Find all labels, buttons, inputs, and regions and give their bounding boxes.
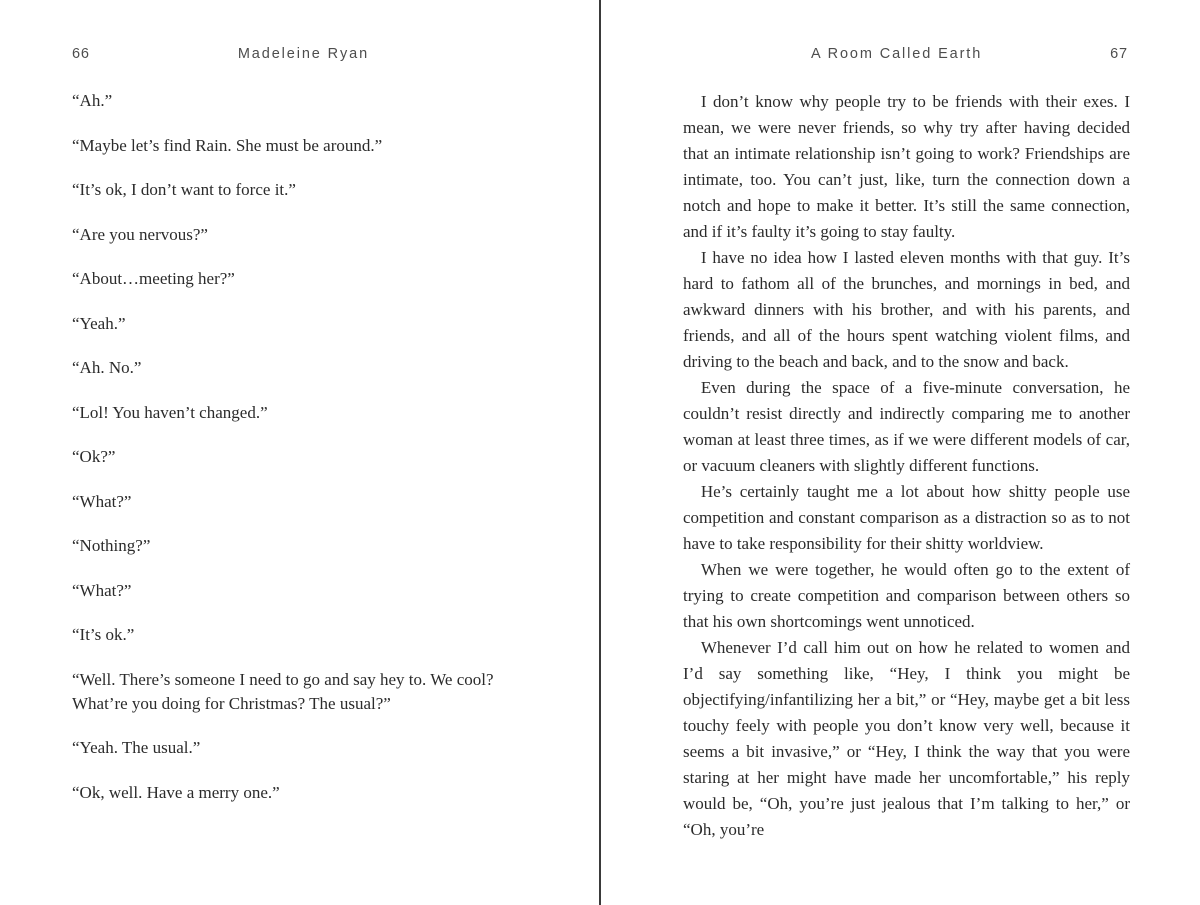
left-page-header xyxy=(72,46,517,62)
right-page-text-block xyxy=(683,89,1130,843)
dialogue-line: “Nothing?” xyxy=(72,536,151,555)
left-running-head: Madeleine Ryan xyxy=(237,46,370,62)
left-page xyxy=(0,0,599,905)
prose-paragraph: I have no idea how I lasted eleven months with that guy. It’s hard to fathom all of the brunches, and mornings in bed, and awkward dinners with his brother, and with his parents, and friends, and all of the hours spent watching violent films, and driving to the beach and back, and to the snow and back. xyxy=(683,248,1130,371)
right-page-header xyxy=(683,46,1128,62)
left-page-number: 66 xyxy=(72,46,90,62)
dialogue-line: “Yeah. The usual.” xyxy=(72,738,201,757)
dialogue-line: “It’s ok.” xyxy=(72,625,135,644)
dialogue-line: “Ok, well. Have a merry one.” xyxy=(72,782,280,802)
dialogue-line: “Yeah.” xyxy=(72,313,126,333)
left-page-text-block xyxy=(72,89,519,825)
prose-paragraph: When we were together, he would often go to the extent of trying to create competition and comparison between others so that his own shortcomings went unnoticed. xyxy=(683,560,1130,631)
dialogue-line: “Lol! You haven’t changed.” xyxy=(72,402,268,422)
dialogue-line: “Well. There’s someone I need to go and say hey to. We cool? What’re you doing for Christmas? The usual?” xyxy=(72,669,494,713)
dialogue-line: “Are you nervous?” xyxy=(72,224,208,244)
prose-paragraph: I don’t know why people try to be friends with their exes. I mean, we were never friends, so why try after having decided that an intimate relationship isn’t going to work? Friendships are intimate, too. You can’t just, like, turn the connection down a notch and hope to make it better. It’s still the same connection, and if it’s faulty it’s going to stay faulty. xyxy=(683,92,1130,241)
dialogue-line: “Ok?” xyxy=(72,447,116,466)
dialogue-line: “Ah.” xyxy=(72,91,113,110)
prose-paragraph: Even during the space of a five-minute conversation, he couldn’t resist directly and indirectly comparing me to another woman at least three times, as if we were different models of car, or vacuum cleaners with slightly different functions. xyxy=(683,378,1130,475)
dialogue-line: “Maybe let’s find Rain. She must be around.” xyxy=(72,135,383,155)
dialogue-line: “It’s ok, I don’t want to force it.” xyxy=(72,180,296,199)
dialogue-line: “What?” xyxy=(72,491,132,511)
dialogue-line: “What?” xyxy=(72,580,132,600)
right-page-number: 67 xyxy=(1110,46,1128,62)
dialogue-line: “Ah. No.” xyxy=(72,358,142,377)
prose-paragraph: He’s certainly taught me a lot about how shitty people use competition and constant comparison as a distraction so as to not have to take responsibility for their shitty worldview. xyxy=(683,482,1130,553)
right-page xyxy=(601,0,1200,905)
prose-paragraph: Whenever I’d call him out on how he related to women and I’d say something like, “Hey, I think you might be objectifying/infantilizing her a bit,” or “Hey, maybe get a bit less touchy feely with people you don’t know very well, because it seems a bit invasive,” or “Hey, I think the way that you were staring at her might have made her uncomfortable,” his reply would be, “Oh, you’re just jealous that I’m talking to her,” or “Oh, you’re xyxy=(683,638,1130,839)
dialogue-line: “About…meeting her?” xyxy=(72,269,235,288)
right-running-head: A Room Called Earth xyxy=(810,46,983,62)
